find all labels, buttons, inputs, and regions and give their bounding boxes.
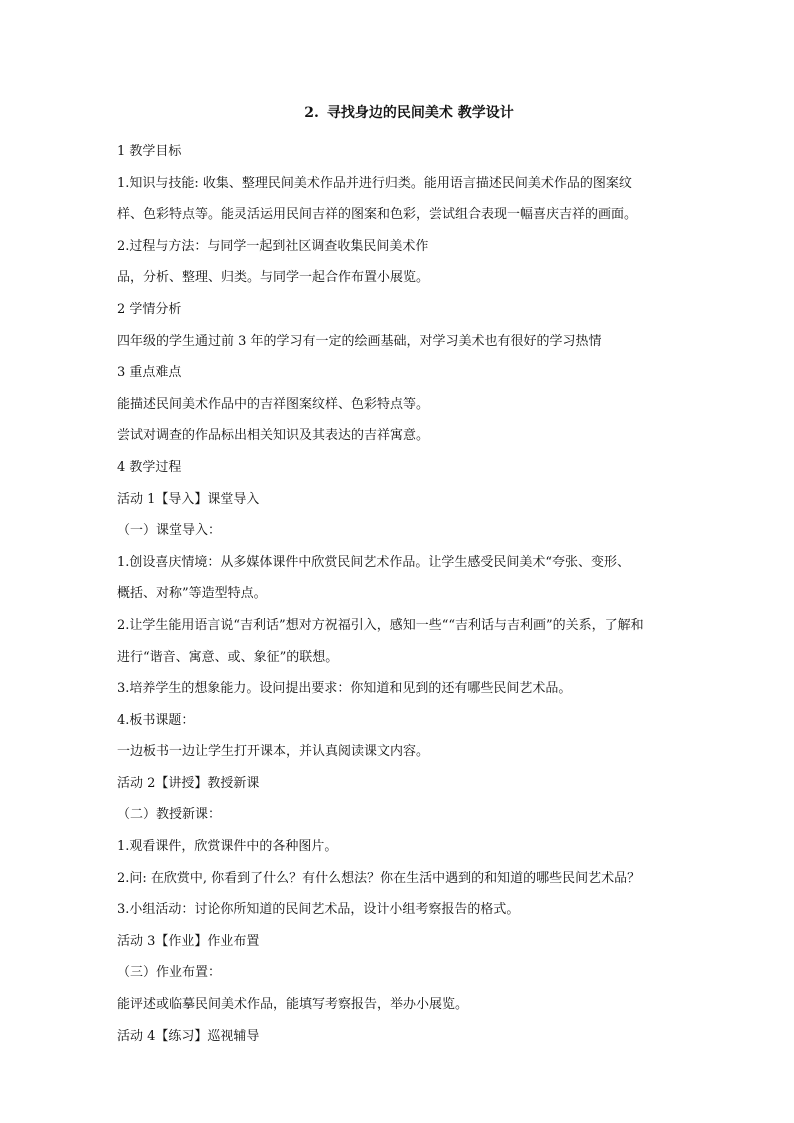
- paragraph-line: 概括、对称”等造型特点。: [117, 586, 267, 602]
- paragraph-line: 1.知识与技能: 收集、整理民间美术作品并进行归类。能用语言描述民间美术作品的图案纹: [117, 175, 632, 191]
- section-heading: （二）教授新课：: [117, 807, 222, 823]
- paragraph-line: 尝试对调查的作品标出相关知识及其表达的吉祥寓意。: [117, 428, 430, 444]
- paragraph-line: 3.小组活动：讨论你所知道的民间艺术品，设计小组考察报告的格式。: [117, 902, 520, 918]
- paragraph-line: 一边板书一边让学生打开课本，并认真阅读课文内容。: [117, 744, 430, 760]
- heading-teaching-process: 4 教学过程: [117, 459, 182, 475]
- paragraph-line: 2.问: 在欣赏中, 你看到了什么？有什么想法？你在生活中遇到的和知道的哪些民间艺术品？: [117, 870, 641, 886]
- paragraph-line: 进行“谐音、寓意、或、象征”的联想。: [117, 649, 339, 665]
- paragraph-line: 能描述民间美术作品中的吉祥图案纹样、色彩特点等。: [117, 396, 430, 412]
- paragraph-line: 1.观看课件，欣赏课件中的各种图片。: [117, 839, 338, 855]
- heading-teaching-goals: 1 教学目标: [117, 144, 182, 159]
- paragraph-line: 样、色彩特点等。能灵活运用民间吉祥的图案和色彩，尝试组合表现一幅喜庆吉祥的画面。: [117, 207, 638, 223]
- activity-heading: 活动 4【练习】巡视辅导: [117, 1028, 260, 1044]
- title-text: 寻找身边的民间美术 教学设计: [326, 105, 514, 121]
- paragraph-line: 2.让学生能用语言说“吉利话”想对方祝福引入，感知一些““吉利话与吉利画”的关系，了解和: [117, 617, 644, 633]
- heading-student-analysis: 2 学情分析: [117, 301, 182, 317]
- paragraph-line: 1.创设喜庆情境：从多媒体课件中欣赏民间艺术作品。让学生感受民间美术“夸张、变形、: [117, 554, 631, 570]
- document-title: [0, 104, 794, 122]
- activity-heading: 活动 3【作业】作业布置: [117, 933, 260, 949]
- title-number: 2.: [304, 105, 319, 121]
- section-heading: （三）作业布置：: [117, 965, 222, 981]
- activity-heading: 活动 1【导入】课堂导入: [117, 491, 260, 507]
- paragraph-line: 四年级的学生通过前 3 年的学习有一定的绘画基础，对学习美术也有很好的学习热情: [117, 333, 602, 349]
- paragraph-line: 2.过程与方法：与同学一起到社区调查收集民间美术作: [117, 238, 429, 254]
- activity-heading: 活动 2【讲授】教授新课: [117, 775, 260, 791]
- paragraph-line: 3.培养学生的想象能力。设问提出要求：你知道和见到的还有哪些民间艺术品。: [117, 681, 572, 697]
- paragraph-line: 4.板书课题：: [117, 712, 195, 728]
- document-body: [117, 136, 682, 1052]
- section-heading: （一）课堂导入：: [117, 523, 222, 539]
- paragraph-line: 品，分析、整理、归类。与同学一起合作布置小展览。: [117, 270, 430, 286]
- paragraph-line: 能评述或临摹民间美术作品，能填写考察报告，举办小展览。: [117, 997, 469, 1013]
- heading-key-points: 3 重点难点: [117, 365, 182, 381]
